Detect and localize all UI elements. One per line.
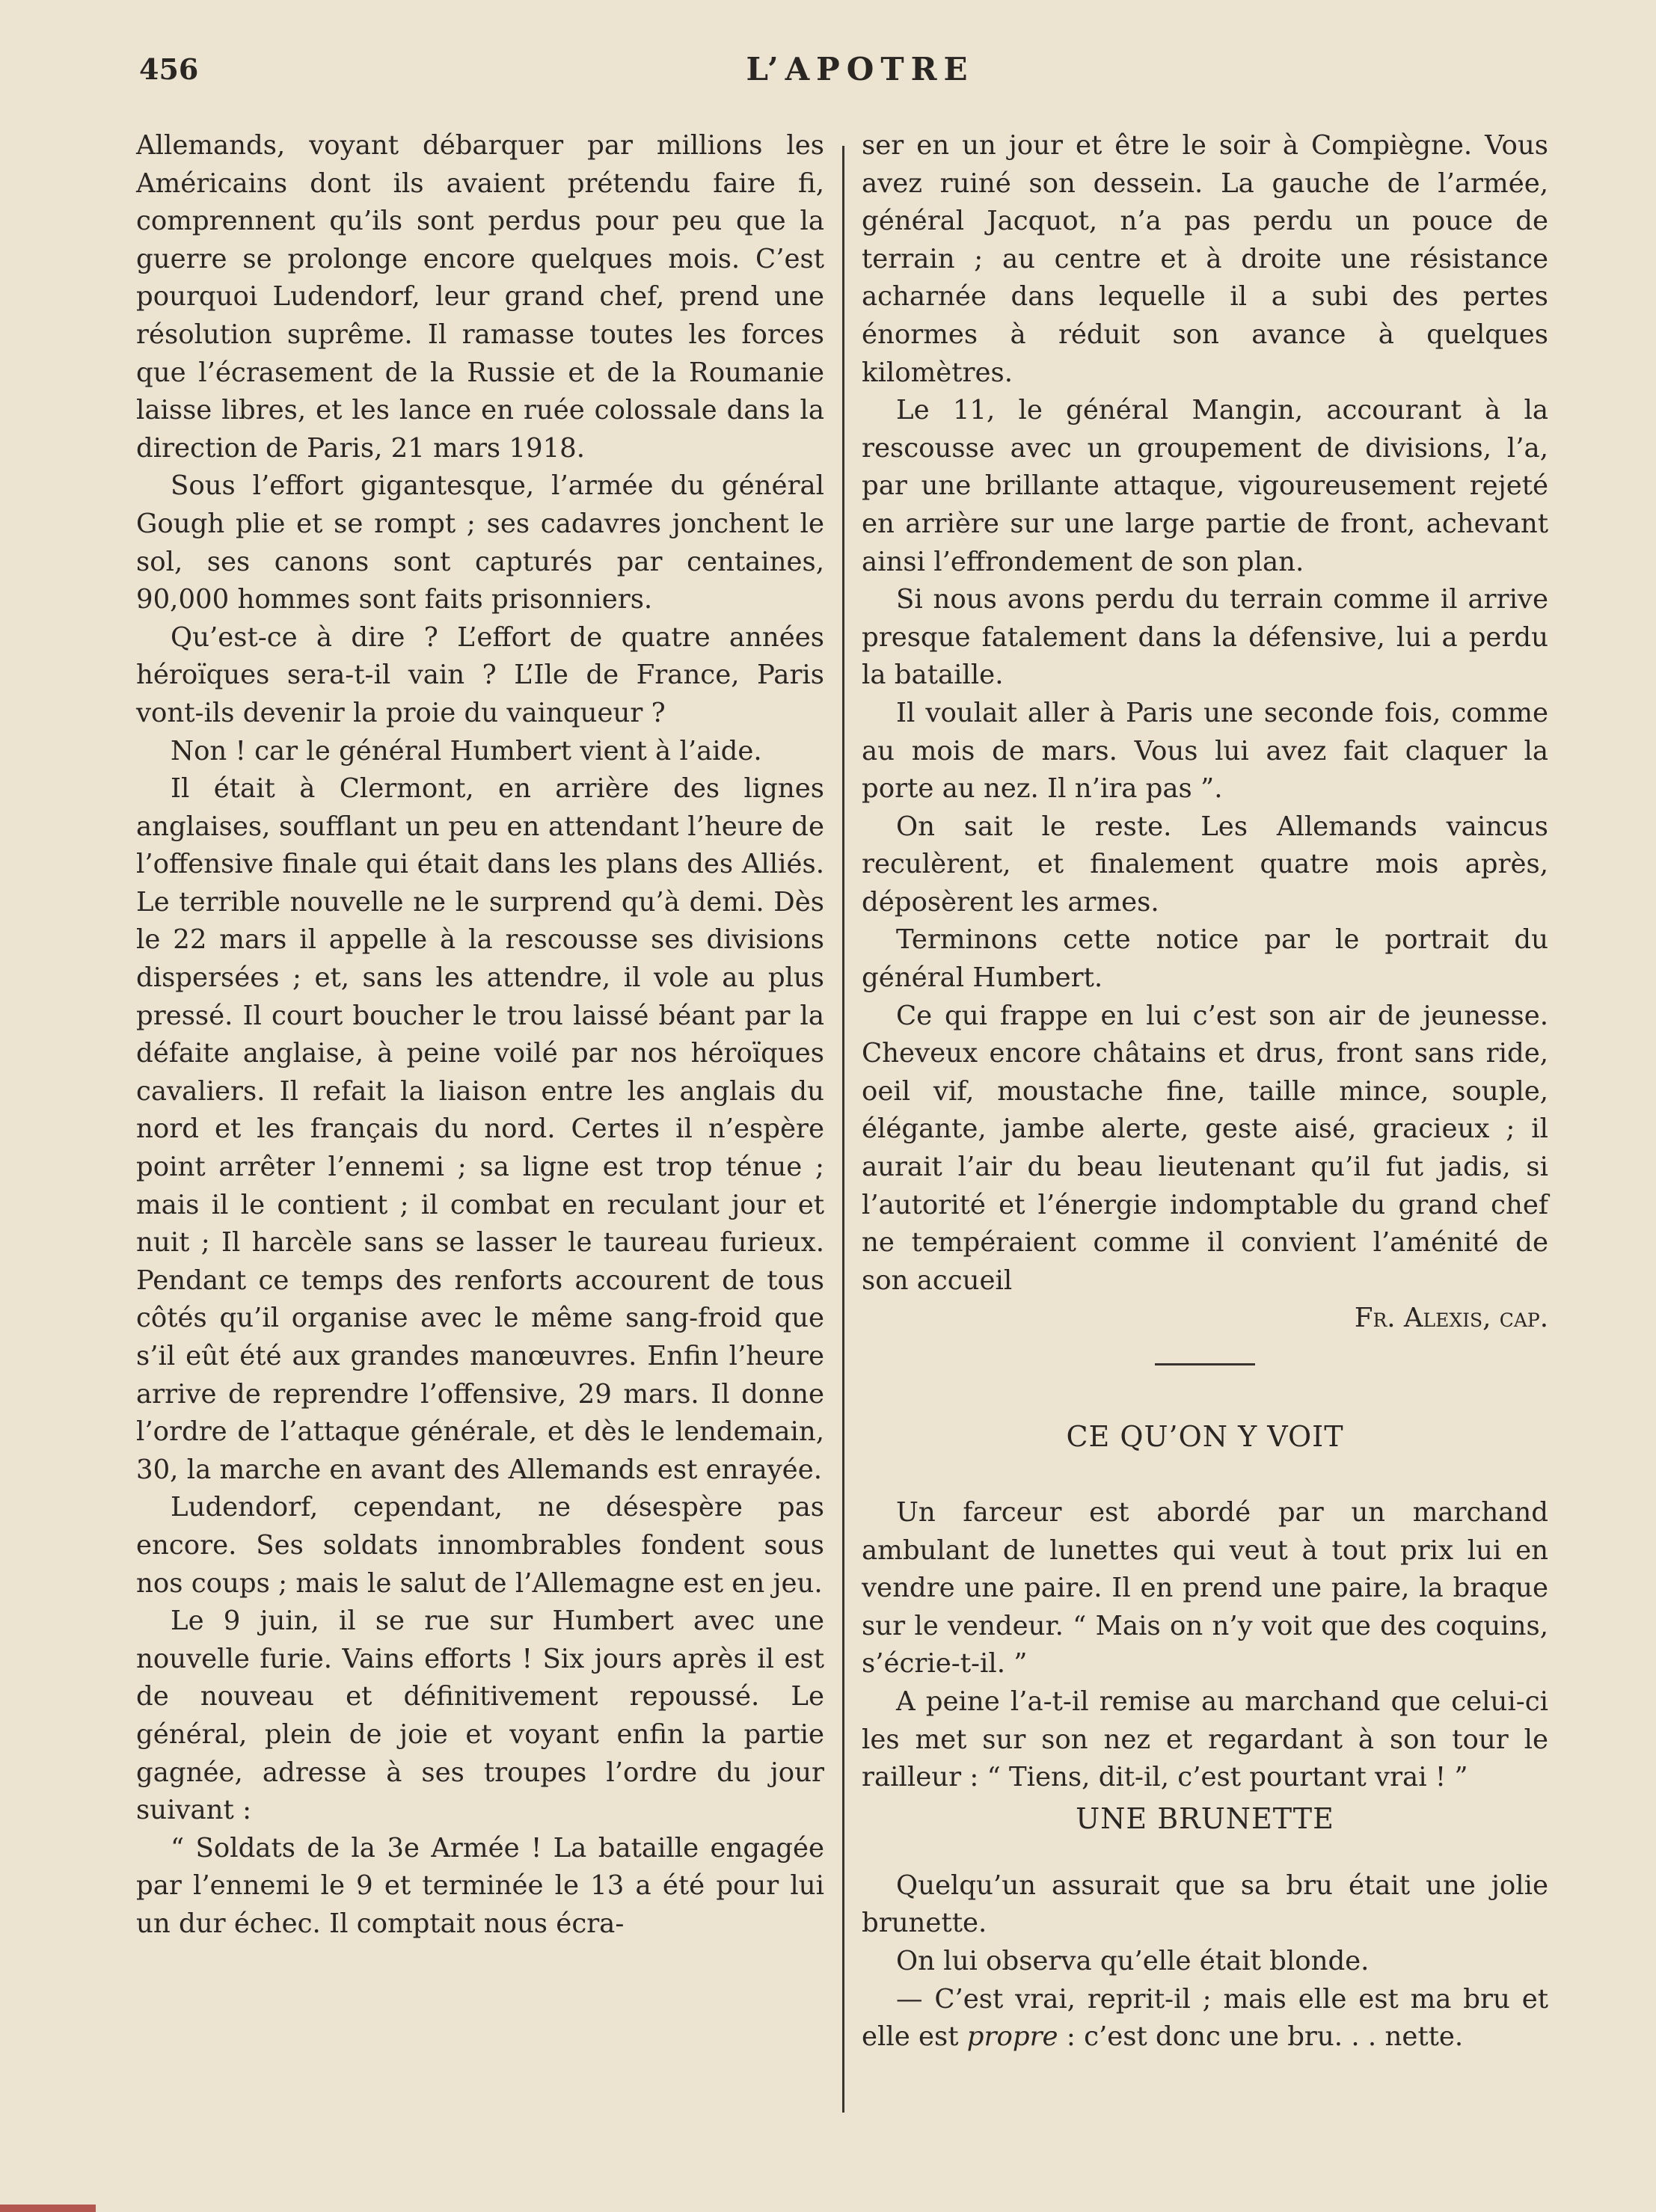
text-run: — C’est vrai, reprit-il ; mais elle est ma bru et elle est	[862, 1983, 1548, 2053]
paragraph: Qu’est-ce à dire ? L’effort de quatre années héroïques sera-t-il vain ? L’Ile de France, Paris vont-ils devenir la proie du vainqueur ?	[136, 621, 824, 728]
paragraph: Ludendorf, cependant, ne désespère pas encore. Ses soldats innombrables fondent sous nos coups ; mais le salut de l’Allemagne est en jeu.	[136, 1492, 824, 1599]
author-signature: Fr. Alexis, cap.	[1354, 1303, 1548, 1334]
paragraph: Il voulait aller à Paris une seconde fois, comme au mois de mars. Vous lui avez fait claquer la porte au nez. Il n’ira pas ”.	[862, 697, 1548, 805]
paragraph: “ Soldats de la 3e Armée ! La bataille engagée par l’ennemi le 9 et terminée le 13 a été pour lui un dur échec. Il comptait nous écra-	[136, 1832, 824, 1939]
paragraph: Un farceur est abordé par un marchand ambulant de lunettes qui veut à tout prix lui en vendre une paire. Il en prend une paire, la braque sur le vendeur. “ Mais on n’y voit que des coquins, s’écrie-t-il. ”	[862, 1497, 1548, 1680]
text-run: : c’est donc une bru. . . nette.	[1058, 2021, 1464, 2053]
column-divider	[842, 146, 844, 2113]
italic-word: propre	[966, 2021, 1058, 2053]
section-title: CE QU’ON Y VOIT	[1066, 1420, 1344, 1453]
right-column	[862, 127, 1548, 2056]
paragraph: Quelqu’un assurait que sa bru était une jolie brunette.	[862, 1870, 1548, 1939]
paragraph: Ce qui frappe en lui c’est son air de jeunesse. Cheveux encore châtains et drus, front sans ride, oeil vif, moustache fine, taille mince, souple, élégante, jambe alerte, geste aisé, gracieux ; il aurait l’air du beau lieutenant qu’il fut jadis, si l’autorité et l’énergie indomptable du grand chef ne tempéraient comme il convient l’aménité de son accueil	[862, 1000, 1548, 1296]
paragraph: Le 9 juin, il se rue sur Humbert avec une nouvelle furie. Vains efforts ! Six jours après il est de nouveau et définitivement repoussé. Le général, plein de joie et voyant enfin la partie gagnée, adresse à ses troupes l’ordre du jour suivant :	[136, 1606, 824, 1826]
paragraph: Le 11, le général Mangin, accourant à la rescousse avec un groupement de divisions, l’a, par une brillante attaque, vigoureusement rejeté en arrière sur une large partie de front, achevant ainsi l’effrondement de son plan.	[862, 395, 1548, 577]
paragraph: Si nous avons perdu du terrain comme il arrive presque fatalement dans la défensive, lui a perdu la bataille.	[862, 584, 1548, 691]
paragraph: Terminons cette notice par le portrait du général Humbert.	[862, 924, 1548, 994]
paragraph: A peine l’a-t-il remise au marchand que celui-ci les met sur son nez et regardant à son tour le railleur : “ Tiens, dit-il, c’est pourtant vrai ! ”	[862, 1686, 1548, 1793]
paragraph: Il était à Clermont, en arrière des lignes anglaises, soufflant un peu en attendant l’heure de l’offensive finale qui était dans les plans des Alliés. Le terrible nouvelle ne le surprend qu’à demi. Dès le 22 mars il appelle à la rescousse ses divisions dispersées ; et, sans les attendre, il vole au plus pressé. Il court boucher le trou laissé béant par la défaite anglaise, à peine voilé par nos héroïques cavaliers. Il refait la liaison entre les anglais du nord et les français du nord. Certes il n’espère point arrêter l’ennemi ; sa ligne est trop ténue ; mais il le contient ; il combat en reculant jour et nuit ; Il harcèle sans se lasser le taureau furieux. Pendant ce temps des renforts accourent de tous côtés qu’il organise avec le même sang-froid que s’il eût été aux grandes manœuvres. Enfin l’heure arrive de reprendre l’offensive, 29 mars. Il donne l’ordre de l’attaque générale, et dès le lendemain, 30, la marche en avant des Allemands est enrayée.	[136, 773, 824, 1485]
section-divider	[1155, 1363, 1255, 1365]
section-title: UNE BRUNETTE	[1076, 1801, 1334, 1835]
paragraph: ser en un jour et être le soir à Compiègne. Vous avez ruiné son dessein. La gauche de l’armée, général Jacquot, n’a pas perdu un pouce de terrain ; au centre et à droite une résistance acharnée dans lequelle il a subi des pertes énormes à réduit son avance à quelques kilomètres.	[862, 130, 1548, 388]
page-corner-mark	[0, 2205, 96, 2212]
paragraph-final	[862, 1981, 1548, 2056]
page-number: 456	[139, 52, 199, 86]
paragraph: Sous l’effort gigantesque, l’armée du général Gough plie et se rompt ; ses cadavres jonchent le sol, ses canons sont capturés par centaines, 90,000 hommes sont faits prisonniers.	[136, 470, 824, 615]
running-head: L’APOTRE	[746, 51, 975, 87]
paragraph: Allemands, voyant débarquer par millions les Américains dont ils avaient prétendu faire fi, comprennent qu’ils sont perdus pour peu que la guerre se prolonge encore quelques mois. C’est pourquoi Ludendorf, leur grand chef, prend une résolution suprême. Il ramasse toutes les forces que l’écrasement de la Russie et de la Roumanie laisse libres, et les lance en ruée colossale dans la direction de Paris, 21 mars 1918.	[136, 130, 824, 464]
paragraph: On sait le reste. Les Allemands vaincus reculèrent, et finalement quatre mois après, déposèrent les armes.	[862, 811, 1548, 918]
paragraph: Non ! car le général Humbert vient à l’aide.	[171, 735, 762, 766]
paragraph: On lui observa qu’elle était blonde.	[896, 1945, 1370, 1976]
left-column	[136, 127, 824, 1944]
